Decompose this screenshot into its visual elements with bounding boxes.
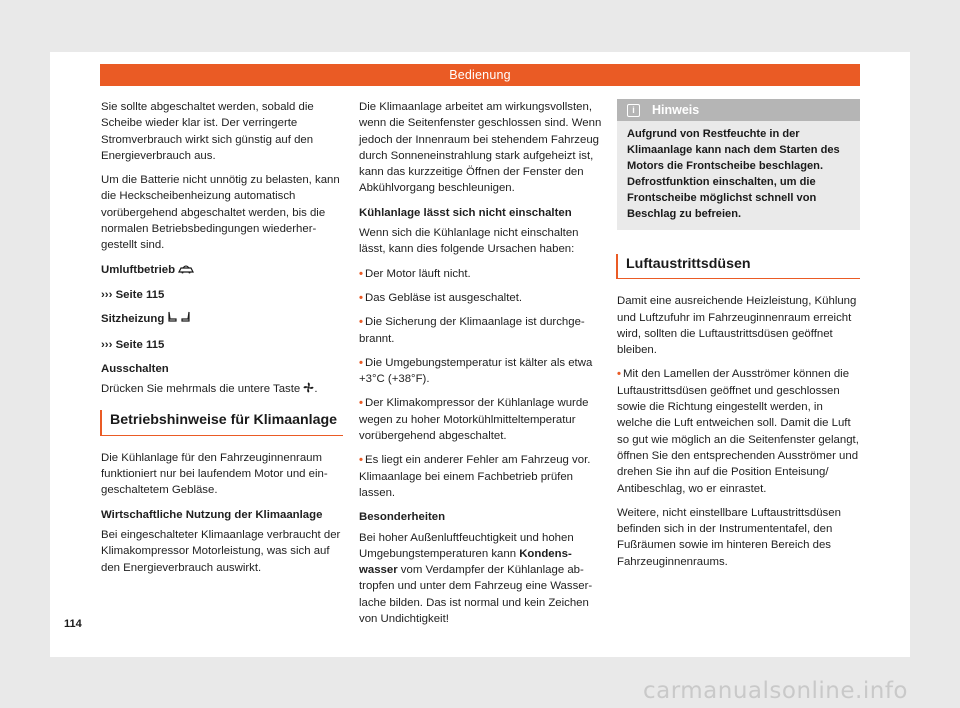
bullet-icon: • xyxy=(359,356,363,369)
paragraph: Damit eine ausreichende Heizleistung, Kühlung und Luftzufuhr im Fahrzeuginnenraum erreicht wird, sollten die Luftaustrittsdüsen geöffnet bleiben. xyxy=(617,295,857,357)
paragraph: Drücken Sie mehrmals die untere Taste . xyxy=(101,381,343,398)
note-header xyxy=(617,99,860,121)
ausschalten-heading: Ausschalten xyxy=(101,362,169,375)
paragraph: Die Kühlanlage für den Fahrzeuginnenraum funktioniert nur bei laufendem Motor und eingeschaltetem Gebläse. xyxy=(101,451,328,497)
seat-heating-right-icon xyxy=(181,311,191,328)
info-icon: i xyxy=(627,104,640,117)
note-box xyxy=(617,99,860,230)
cross-reference-link[interactable] xyxy=(101,337,343,353)
umluft-label: Umluftbetrieb xyxy=(101,263,176,276)
list-item: • Der Motor läuft nicht. xyxy=(359,267,471,280)
bullet-icon: • xyxy=(359,267,363,280)
bullet-icon: • xyxy=(359,316,363,329)
paragraph: Bei eingeschalteter Klimaanlage verbraucht der Klimakompressor Motorleistung, was sich auf den Energieverbrauch auswirkt. xyxy=(101,528,341,574)
watermark: carmanualsonline.info xyxy=(642,678,908,704)
column-2 xyxy=(359,99,603,635)
page-number: 114 xyxy=(64,618,82,630)
list-item: • Mit den Lamellen der Ausströmer können die Luftaustrittsdüsen geöffnet und geschlossen sowie die Richtung eingestellt werden, in welche die Luft entweichen soll. Damit die Luft so gut wie möglich an die Seitenfenster gelangt, öffnen Sie den entsprechenden Ausströmer und drehen Sie ihn auf die Position Enteisung/ Antibeschlag, wo er einrastet. xyxy=(617,368,859,495)
sub-heading: Wirtschaftliche Nutzung der Klimaanlage xyxy=(101,508,323,521)
list-item: • Die Umgebungstemperatur ist kälter als etwa +3°C (+38°F). xyxy=(359,356,593,386)
paragraph: Wenn sich die Kühlanlage nicht einschalten lässt, kann dies folgende Ursachen haben: xyxy=(359,227,579,256)
seat-heating-left-icon xyxy=(167,311,177,328)
bullet-icon: • xyxy=(359,454,363,467)
fan-icon xyxy=(303,382,314,398)
sitzheizung-heading xyxy=(101,311,343,328)
bullet-icon: • xyxy=(617,368,621,381)
list-item: • Das Gebläse ist ausgeschaltet. xyxy=(359,291,523,304)
ref-arrow: ››› xyxy=(101,338,113,351)
bold-term: Kondenswasser xyxy=(359,547,572,577)
cross-reference-link[interactable] xyxy=(101,287,343,303)
paragraph: Weitere, nicht einstellbare Luftaustrittsdüsen befinden sich in der Instrumententafel, den Fußräumen sowie im hinteren Bereich des Fahrzeuginnenraums. xyxy=(617,506,841,568)
column-3 xyxy=(617,99,860,578)
car-recirculation-icon xyxy=(178,263,194,279)
list-item: • Die Sicherung der Klimaanlage ist durchgebrannt. xyxy=(359,316,585,345)
column-1 xyxy=(101,99,343,584)
section-title-luftaustrittsduesen: Luftaustrittsdüsen xyxy=(616,254,860,279)
paragraph: Die Klimaanlage arbeitet am wirkungsvollsten, wenn die Seitenfenster geschlossen sind. Wenn jedoch der Innenraum bei stehendem Fahrzeug durch Sonneneinstrahlung stark aufgeheizt ist, kann das kurzzeitige Öffnen der Fenster den Abkühlvorgang beschleunigen. xyxy=(359,101,602,195)
paragraph: Bei hoher Außenluftfeuchtigkeit und hohen Umgebungstemperaturen kann Kondenswasser vom Verdampfer der Kühlanlage abtropfen und unter dem Fahrzeug eine Wasserlache bilden. Das ist normal und kein Zeichen von Undichtigkeit! xyxy=(359,531,593,626)
note-title: Hinweis xyxy=(652,103,700,117)
bullet-icon: • xyxy=(359,397,363,410)
paragraph: Um die Batterie nicht unnötig zu belasten, kann die Heckscheibenheizung automatisch vorübergehend abgeschaltet werden, bis die normalen Betriebsbedingungen wiederhergestellt sind. xyxy=(101,174,340,252)
list-item: • Es liegt ein anderer Fehler am Fahrzeug vor. Klimaanlage bei einem Fachbetrieb prüfen lassen. xyxy=(359,454,591,499)
list-item: • Der Klimakompressor der Kühlanlage wurde wegen zu hoher Motorkühlmitteltemperatur vorübergehend abgeschaltet. xyxy=(359,397,589,443)
sitz-label: Sitzheizung xyxy=(101,313,165,326)
sub-heading: Kühlanlage lässt sich nicht einschalten xyxy=(359,206,572,219)
bullet-icon: • xyxy=(359,291,363,304)
paragraph: Sie sollte abgeschaltet werden, sobald die Scheibe wieder klar ist. Der verringerte Stromverbrauch wirkt sich günstig auf den Energieverbrauch aus. xyxy=(101,101,314,162)
page-header: Bedienung xyxy=(100,64,860,86)
umluft-heading xyxy=(101,262,343,279)
section-title-betriebshinweise: Betriebshinweise für Klimaanlage xyxy=(100,410,343,435)
ref-text: Seite 115 xyxy=(115,288,165,301)
ausschalten-text: Drücken Sie mehrmals die untere Taste xyxy=(101,383,301,396)
sub-heading: Besonderheiten xyxy=(359,511,446,524)
ref-text: Seite 115 xyxy=(115,338,165,351)
note-text: Aufgrund von Restfeuchte in der Klimaanlage kann nach dem Starten des Motors die Frontscheibe beschlagen. Defrostfunktion einschalten, um die Frontscheibe möglichst schnell von Beschlag zu befreien. xyxy=(627,128,840,220)
ref-arrow: ››› xyxy=(101,288,113,301)
